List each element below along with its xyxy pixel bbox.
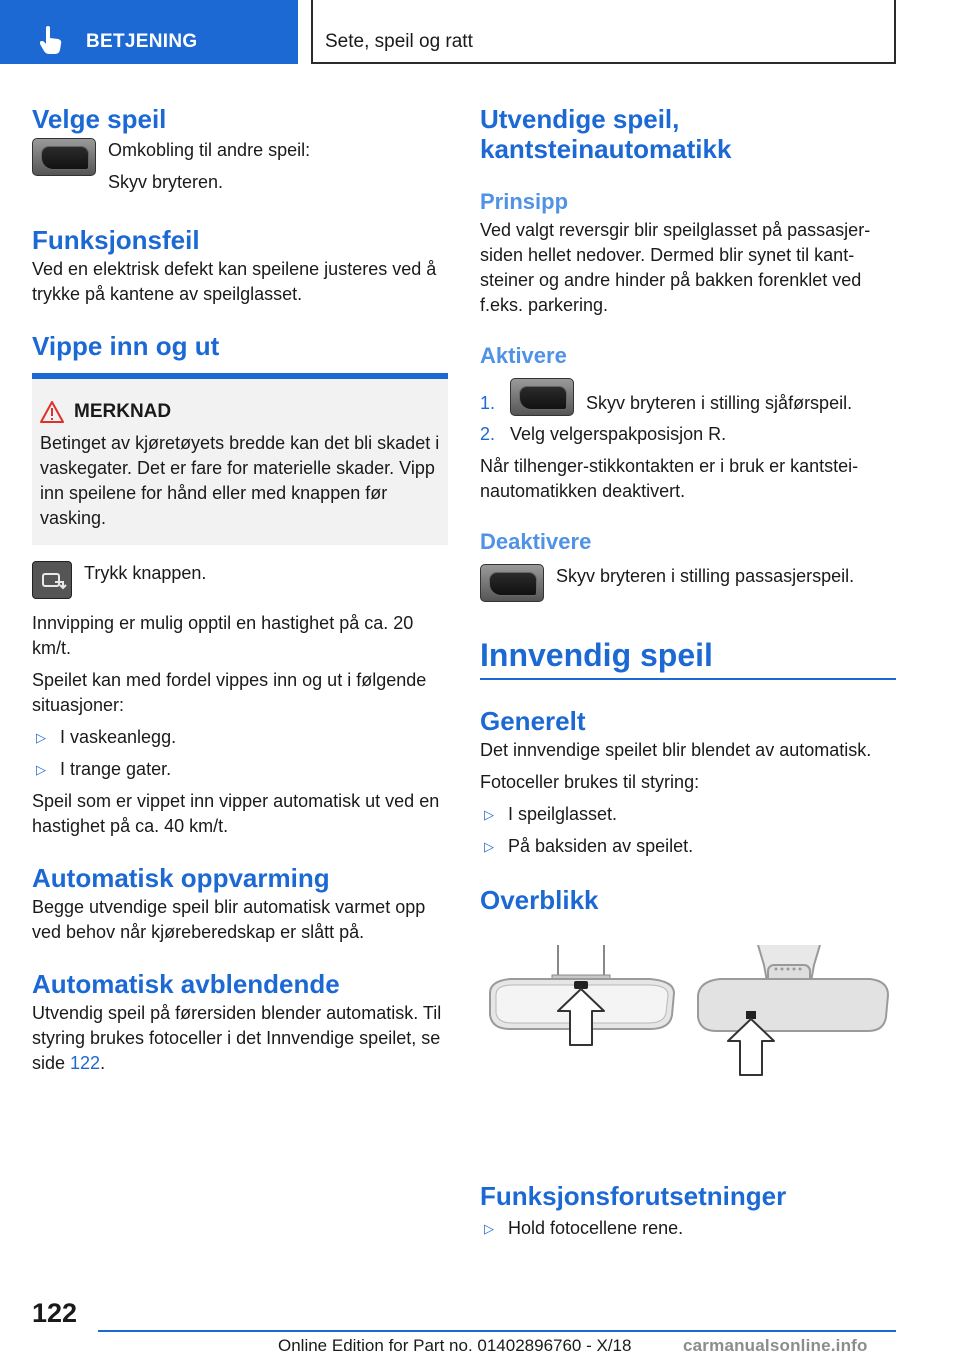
- mirror-switch-image: [480, 564, 544, 602]
- notice-title: MERKNAD: [74, 401, 172, 422]
- vippe-p3: Speil som er vippet inn vipper automatisk ut ved en hastighet på ca. 40 km/t.: [32, 791, 440, 836]
- triangle-bullet-icon: ▷: [484, 1221, 494, 1236]
- triangle-bullet-icon: ▷: [36, 730, 46, 745]
- foto-text: Fotoceller brukes til styring:: [480, 772, 700, 792]
- velge-speil-line1: Omkobling til andre speil:: [108, 140, 311, 160]
- funksjonsfeil-text: Ved en elektrisk defekt kan speilene justeres ved å trykke på kantene av speilglasset.: [32, 259, 437, 304]
- chapter-tab: [0, 0, 298, 64]
- list-item: ▷ I speilglasset.: [480, 802, 896, 827]
- heading-aktivere: Aktivere: [480, 343, 567, 368]
- heading-velge-speil: Velge speil: [32, 104, 167, 134]
- left-column: [32, 100, 448, 1076]
- mirror-switch-image: [32, 138, 96, 176]
- list-item: ▷ I vaskeanlegg.: [32, 725, 448, 750]
- fold-mirror-button-image: [32, 561, 72, 599]
- notice-title-row: [40, 401, 440, 423]
- chapter-heading-rule: [480, 636, 896, 680]
- footer-watermark: carmanualsonline.info: [683, 1336, 868, 1355]
- warning-triangle-icon: [40, 401, 64, 423]
- aktivere-note: Når tilhenger-stikkontakten er i bruk er kantsteinautomatikken deaktivert.: [480, 456, 859, 501]
- chapter-label: BETJENING: [86, 31, 198, 52]
- vippe-p2: Speilet kan med fordel vippes inn og ut i følgende situasjoner:: [32, 670, 427, 715]
- mirror-switch-image: [510, 378, 574, 416]
- heading-vippe: Vippe inn og ut: [32, 331, 220, 361]
- heading-kantstein: Utvendige speil, kantsteinautomatikk: [480, 104, 732, 164]
- mirror-rear-view: [698, 945, 888, 1075]
- deaktivere-row: [480, 564, 896, 602]
- heading-generelt: Generelt: [480, 706, 586, 736]
- notice-box: [32, 373, 448, 545]
- heading-funksjonsforutsetninger: Funksjonsforutsetninger: [480, 1181, 787, 1211]
- page-link[interactable]: 122: [70, 1053, 101, 1073]
- prinsipp-text: Ved valgt reversgir blir speilglasset på passasjersiden hellet nedover. Dermed blir synet til kantsteiner og andre hinder på bakken forenklet ved f.eks. parkering.: [480, 220, 871, 315]
- list-item: 1. Skyv bryteren i stilling sjåførspeil.: [480, 378, 896, 416]
- fold-mirror-icon: [33, 562, 73, 600]
- deaktivere-text: Skyv bryteren i stilling passasjerspeil.: [556, 566, 855, 586]
- list-item: 2. Velg velgerspakposisjon R.: [480, 424, 727, 444]
- heading-avblendende: Automatisk avblendende: [32, 969, 340, 999]
- fold-button-row: [32, 561, 448, 599]
- heading-innvendig-speil: Innvendig speil: [480, 637, 713, 673]
- mirror-select-row: [32, 138, 448, 195]
- list-item: ▷ I trange gater.: [32, 757, 448, 782]
- footer-edition-text: Online Edition for Part no. 01402896760 - X/18: [278, 1336, 632, 1355]
- notice-text: Betinget av kjøretøyets bredde kan det bli skadet i vaskegater. Det er fare for materielle skader. Vipp inn speilene for hånd eller med knappen før vasking.: [40, 433, 440, 528]
- vippe-p1: Innvipping er mulig opptil en hastighet på ca. 20 km/t.: [32, 613, 414, 658]
- triangle-bullet-icon: ▷: [484, 807, 494, 822]
- list-item: ▷ På baksiden av speilet.: [480, 834, 896, 859]
- triangle-bullet-icon: ▷: [36, 762, 46, 777]
- heading-deaktivere: Deaktivere: [480, 529, 592, 554]
- heading-funksjonsfeil: Funksjonsfeil: [32, 225, 200, 255]
- hand-pointer-icon: [40, 26, 64, 54]
- generelt-text: Det innvendige speilet blir blendet av automatisk.: [480, 740, 872, 760]
- triangle-bullet-icon: ▷: [484, 839, 494, 854]
- mirror-front-view: [490, 945, 674, 1045]
- heading-overblikk: Overblikk: [480, 885, 599, 915]
- avblendende-text: Utvendig speil på førersiden blender automatisk. Til styring brukes fotoceller i det Innvendige speilet, se side 122.: [32, 1003, 442, 1073]
- heading-prinsipp: Prinsipp: [480, 189, 569, 214]
- list-item: ▷ Hold fotocellene rene.: [480, 1216, 896, 1241]
- page-number: 122: [32, 1298, 78, 1328]
- oppvarming-text: Begge utvendige speil blir automatisk varmet opp ved behov når kjøreberedskap er slått på.: [32, 897, 426, 942]
- heading-oppvarming: Automatisk oppvarming: [32, 863, 330, 893]
- right-column: [480, 100, 896, 1241]
- interior-mirror-illustration: [480, 945, 896, 1105]
- footer-rule: [98, 1330, 896, 1332]
- fold-button-text: Trykk knappen.: [84, 563, 207, 583]
- velge-speil-line2: Skyv bryteren.: [108, 172, 224, 192]
- section-title: Sete, speil og ratt: [325, 31, 473, 52]
